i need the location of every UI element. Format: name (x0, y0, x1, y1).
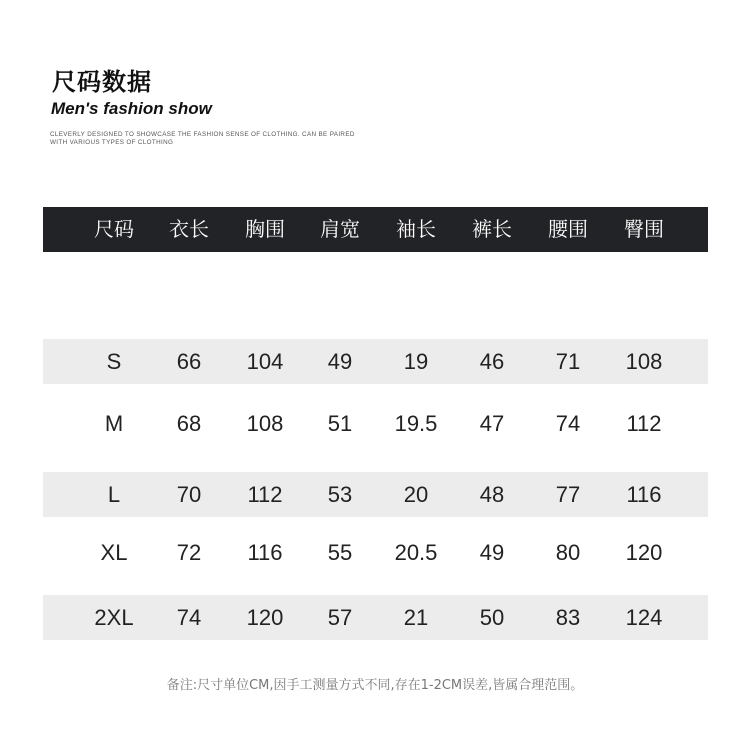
table-cell: 71 (555, 349, 581, 374)
table-cell: 49 (327, 349, 353, 374)
table-row (43, 472, 708, 517)
table-row (43, 595, 708, 640)
table-cell: 72 (176, 540, 202, 565)
table-cell: 112 (247, 482, 283, 507)
size-cell: L (107, 482, 121, 507)
measurement-note: 备注:尺寸单位CM,因手工测量方式不同,存在1-2CM误差,皆属合理范围。 (166, 678, 584, 693)
table-cell: 51 (327, 411, 353, 436)
table-cell: 74 (555, 411, 581, 436)
table-row (43, 530, 708, 575)
table-cell: 47 (479, 411, 505, 436)
table-cell: 57 (327, 605, 353, 630)
header-shoulder: 肩宽 (320, 217, 360, 241)
table-cell: 66 (176, 349, 202, 374)
page-title: 尺码数据 (52, 68, 152, 96)
table-cell: 50 (479, 605, 505, 630)
size-cell: S (106, 349, 122, 374)
table-cell: 20 (403, 482, 429, 507)
table-cell: 120 (246, 605, 284, 630)
table-cell: 20.5 (394, 540, 438, 565)
table-cell: 116 (247, 540, 283, 565)
size-table-header (43, 207, 708, 252)
header-hip: 臀围 (624, 217, 664, 241)
page-subtitle: Men's fashion show (51, 99, 212, 118)
table-cell: 48 (479, 482, 505, 507)
table-cell: 68 (176, 411, 202, 436)
table-cell: 53 (327, 482, 353, 507)
table-cell: 49 (479, 540, 505, 565)
size-cell: 2XL (94, 605, 134, 630)
table-cell: 55 (327, 540, 353, 565)
table-cell: 104 (246, 349, 284, 374)
table-cell: 108 (625, 349, 663, 374)
table-cell: 77 (555, 482, 581, 507)
table-cell: 74 (176, 605, 202, 630)
size-cell: XL (100, 540, 128, 565)
table-cell: 112 (626, 411, 662, 436)
header-waist: 腰围 (548, 217, 588, 241)
header-sleeve: 袖长 (396, 217, 436, 241)
header-chest: 胸围 (245, 217, 285, 241)
table-cell: 116 (626, 482, 662, 507)
size-cell: M (104, 411, 124, 436)
table-cell: 80 (555, 540, 581, 565)
table-cell: 120 (625, 540, 663, 565)
header-size: 尺码 (94, 217, 134, 241)
header-pants-length: 裤长 (472, 217, 512, 241)
table-cell: 19.5 (394, 411, 438, 436)
table-cell: 108 (246, 411, 284, 436)
table-cell: 70 (176, 482, 202, 507)
table-row (43, 401, 708, 446)
table-cell: 21 (403, 605, 429, 630)
table-cell: 19 (403, 349, 429, 374)
header-length: 衣长 (169, 217, 209, 241)
table-cell: 124 (625, 605, 663, 630)
table-cell: 83 (555, 605, 581, 630)
table-row (43, 339, 708, 384)
table-cell: 46 (479, 349, 505, 374)
description-text: CLEVERLY DESIGNED TO SHOWCASE THE FASHION SENSE OF CLOTHING. CAN BE PAIRED WITH VARIOUS TYPES OF CLOTHING (50, 131, 355, 146)
